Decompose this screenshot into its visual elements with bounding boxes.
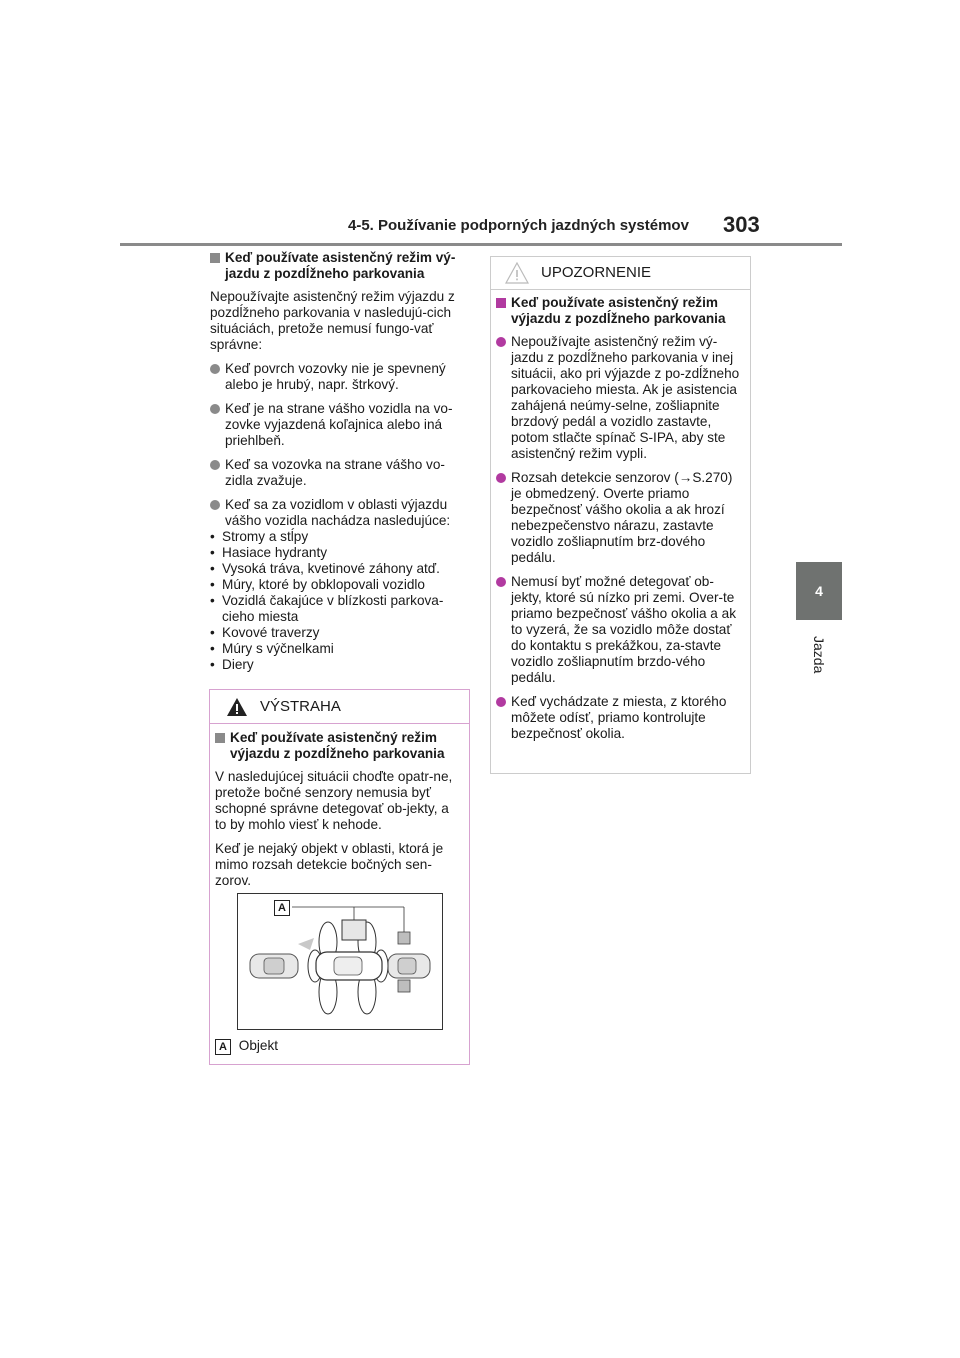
circle-bullet-icon <box>210 404 220 414</box>
square-bullet-icon <box>496 298 506 308</box>
circle-bullet-icon <box>496 473 506 483</box>
sub-list <box>210 529 472 673</box>
list-item <box>210 361 472 393</box>
sub-list-item: • Múry s výčnelkami <box>210 641 472 657</box>
list-item <box>496 574 744 686</box>
list-item <box>496 694 744 742</box>
warning-paragraph: V nasledujúcej situácii choďte opatr-ne, pretože bočné senzory nemusia byť schopné správne detegovať ob-jekty, a to by mohlo viesť k nehode. <box>215 769 453 832</box>
sub-list-item: • Diery <box>210 657 472 673</box>
chapter-tab-label: Jazda <box>811 636 827 674</box>
list-item <box>496 470 744 566</box>
figure-legend <box>215 1038 278 1055</box>
caution-body <box>496 295 744 750</box>
square-bullet-icon <box>210 253 220 263</box>
list-item <box>210 457 472 489</box>
legend-text: Objekt <box>238 1038 279 1053</box>
list-item <box>496 334 744 462</box>
warning-title: VÝSTRAHA <box>260 698 341 715</box>
caution-triangle-icon <box>505 262 529 284</box>
circle-bullet-icon <box>210 500 220 510</box>
sub-list-item: • Vozidlá čakajúce v blízkosti parkova-cieho miesta <box>210 593 472 625</box>
warning-triangle-icon <box>226 697 248 717</box>
left-column <box>210 250 472 673</box>
circle-bullet-icon <box>496 577 506 587</box>
sub-list-item: • Múry, ktoré by obklopovali vozidlo <box>210 577 472 593</box>
list-item <box>210 401 472 449</box>
circle-bullet-icon <box>496 337 506 347</box>
list-item <box>210 497 472 529</box>
header-divider <box>120 243 842 246</box>
figure-callout-tag: A <box>274 900 290 916</box>
warning-heading <box>215 730 463 762</box>
warning-heading-text: Keď používate asistenčný režim výjazdu z pozdĺžneho parkovania <box>230 730 445 761</box>
circle-bullet-icon <box>210 364 220 374</box>
sub-list-item: • Kovové traverzy <box>210 625 472 641</box>
warning-paragraph: Keď je nejaký objekt v oblasti, ktorá je mimo rozsah detekcie bočných sen-zorov. <box>215 841 444 888</box>
caution-title: UPOZORNENIE <box>541 264 652 281</box>
parking-diagram <box>237 893 443 1030</box>
parking-diagram-drawing <box>238 894 442 1029</box>
warning-box-header <box>210 690 469 724</box>
chapter-tab-number: 4 <box>796 562 842 620</box>
page-number: 303 <box>723 212 760 237</box>
list-item-text: Nemusí byť možné detegovať ob-jekty, ktoré sú nízko pri zemi. Over-te priamo bezpečnosť vášho okolia a ak to vyzerá, že sa vozidlo môže dostať do kontaktu s prekážkou, za-stavte vozidlo zošliapnutím brzdo-vého pedálu. <box>511 574 736 685</box>
sub-list-item: • Vysoká tráva, kvetinové záhony atď. <box>210 561 472 577</box>
caution-heading-text: Keď používate asistenčný režim výjazdu z pozdĺžneho parkovania <box>511 295 726 326</box>
list-item-text: Keď sa za vozidlom v oblasti výjazdu vášho vozidla nachádza nasledujúce: <box>225 497 451 528</box>
circle-bullet-icon <box>210 460 220 470</box>
list-item-text: Keď povrch vozovky nie je spevnený alebo je hrubý, napr. štrkový. <box>225 361 446 392</box>
intro-paragraph: Nepoužívajte asistenčný režim výjazdu z pozdĺžneho parkovania v nasledujú-cich situáciách, pretože nemusí fungo-vať správne: <box>210 289 455 352</box>
caution-box <box>490 256 751 774</box>
circle-bullet-icon <box>496 697 506 707</box>
section-heading <box>210 250 472 282</box>
list-item-text: Keď sa vozovka na strane vášho vo-zidla zvažuje. <box>225 457 445 488</box>
list-item-text: Nepoužívajte asistenčný režim vý-jazdu z pozdĺžneho parkovania v inej situácii, ako pri výjazde z po-zdĺžneho parkovacieho miesta. Ak je asistencia zahájená neúmy-selne, zošliapnite brzdový pedál a vozidlo zastavte, potom stlačte spínač S-IPA, aby ste asistenčný režim vypli. <box>511 334 740 461</box>
sub-list-item: • Stromy a stĺpy <box>210 529 472 545</box>
warning-body <box>215 730 463 897</box>
section-title: 4-5. Používanie podporných jazdných systémov <box>348 217 689 234</box>
caution-heading <box>496 295 744 327</box>
legend-tag: A <box>215 1039 231 1055</box>
sub-list-item: • Hasiace hydranty <box>210 545 472 561</box>
list-item-text: Keď vychádzate z miesta, z ktorého môžete odísť, priamo kontrolujte bezpečnosť okolia. <box>511 694 727 741</box>
caution-box-header <box>491 257 750 290</box>
list-item-text: Keď je na strane vášho vozidla na vo-zovke vyjazdená koľajnica alebo iná priehlbeň. <box>225 401 453 448</box>
section-heading-text: Keď používate asistenčný režim vý-jazdu z pozdĺžneho parkovania <box>225 250 456 281</box>
list-item-text: Rozsah detekcie senzorov (→S.270) je obmedzený. Overte priamo bezpečnosť vášho okolia a ak hrozí nebezpečenstvo nárazu, zastavte vozidlo zošliapnutím brz-dového pedálu. <box>511 470 733 565</box>
square-bullet-icon <box>215 733 225 743</box>
warning-box <box>209 689 470 1065</box>
